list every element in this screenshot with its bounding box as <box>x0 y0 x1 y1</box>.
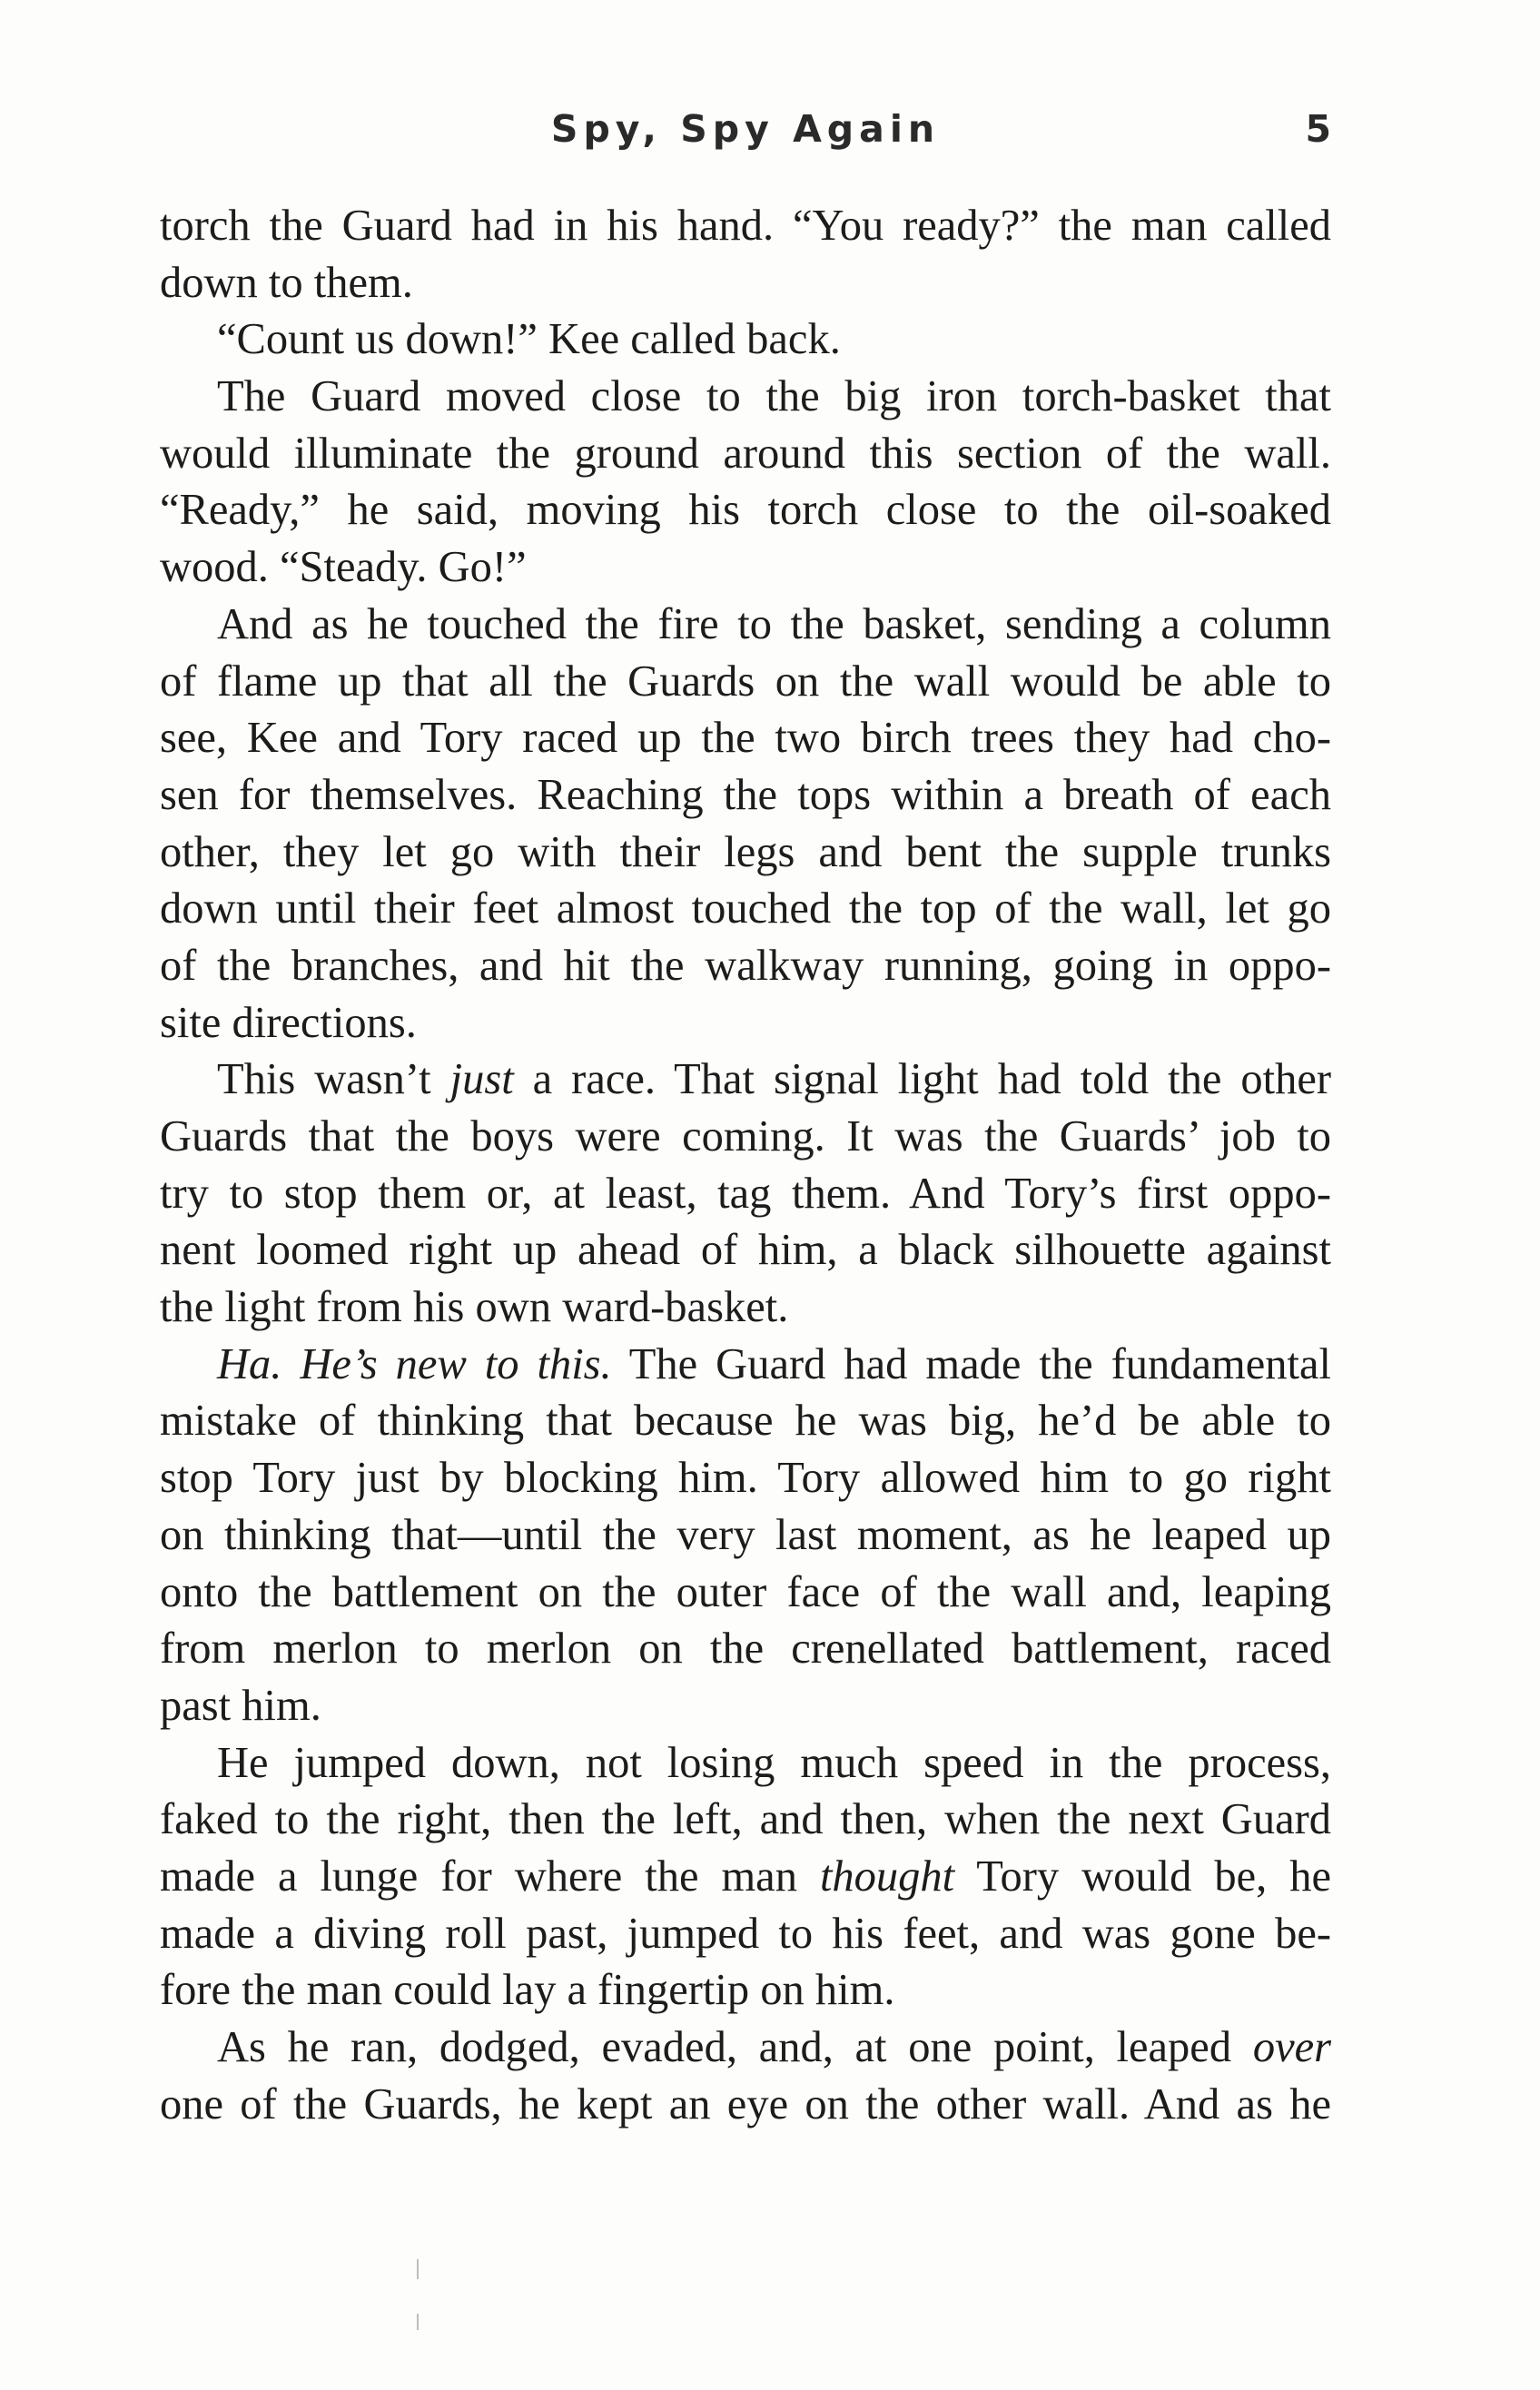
text-run: nent loomed right up ahead of him, a black silhouette against <box>160 1226 1331 1275</box>
text-run: down until their feet almost touched the top of the wall, let go <box>160 884 1331 933</box>
scan-mark <box>417 2314 419 2330</box>
italic-text: Ha. He’s new to this. <box>217 1339 612 1388</box>
text-run: The Guard had made the fundamental <box>611 1339 1331 1388</box>
text-line <box>160 1166 1331 1223</box>
text-line <box>160 426 1331 483</box>
text-line <box>160 2020 1331 2077</box>
text-run: This wasn’t <box>217 1055 450 1104</box>
text-run: As he ran, dodged, evaded, and, at one point, leaped <box>217 2023 1253 2071</box>
text-line <box>160 995 1331 1052</box>
text-run: He jumped down, not losing much speed in the process, <box>217 1738 1331 1787</box>
text-line <box>160 1279 1331 1337</box>
text-run: Tory would be, he <box>954 1852 1331 1901</box>
text-run: onto the battlement on the outer face of the wall and, leaping <box>160 1567 1331 1616</box>
text-run: a race. That signal light had told the other <box>513 1055 1331 1104</box>
text-line <box>160 597 1331 654</box>
text-run: down to them. <box>160 258 413 307</box>
italic-text: over <box>1252 2023 1331 2071</box>
text-run: on thinking that—until the very last moment, as he leaped up <box>160 1510 1331 1559</box>
text-line <box>160 1906 1331 1963</box>
text-run: fore the man could lay a fingertip on him. <box>160 1966 895 2015</box>
text-run: of flame up that all the Guards on the wall would be able to <box>160 657 1331 706</box>
text-line <box>160 1678 1331 1735</box>
text-run: the light from his own ward-basket. <box>160 1283 789 1332</box>
text-line <box>160 1393 1331 1450</box>
text-line <box>160 1222 1331 1279</box>
text-line <box>160 1052 1331 1109</box>
text-run: Guards that the boys were coming. It was the Guards’ job to <box>160 1112 1331 1160</box>
body-text <box>160 198 1331 2133</box>
text-line <box>160 255 1331 312</box>
text-line <box>160 767 1331 825</box>
text-line <box>160 311 1331 369</box>
text-line <box>160 654 1331 711</box>
text-line <box>160 1565 1331 1622</box>
text-run: other, they let go with their legs and bent the supple trunks <box>160 827 1331 876</box>
text-run: faked to the right, then the left, and then, when the next Guard <box>160 1795 1331 1844</box>
text-line <box>160 198 1331 255</box>
text-run: torch the Guard had in his hand. “You ready?” the man called <box>160 202 1331 250</box>
text-run: The Guard moved close to the big iron torch-basket that <box>217 372 1331 421</box>
text-line <box>160 1109 1331 1166</box>
text-line <box>160 482 1331 539</box>
running-title: Spy, Spy Again <box>550 107 941 151</box>
text-line <box>160 881 1331 938</box>
text-run: of the branches, and hit the walkway running, going in oppo- <box>160 941 1331 990</box>
text-run: see, Kee and Tory raced up the two birch trees they had cho- <box>160 714 1331 763</box>
text-line <box>160 1337 1331 1394</box>
text-run: from merlon to merlon on the crenellated battlement, raced <box>160 1625 1331 1674</box>
running-header <box>160 107 1331 162</box>
text-run: And as he touched the fire to the basket, sending a column <box>217 599 1331 648</box>
text-line <box>160 710 1331 767</box>
text-run: “Count us down!” Kee called back. <box>217 315 841 364</box>
italic-text: thought <box>819 1852 955 1901</box>
text-run: past him. <box>160 1681 321 1730</box>
text-run: wood. “Steady. Go!” <box>160 543 527 592</box>
text-line <box>160 825 1331 882</box>
text-line <box>160 539 1331 597</box>
text-line <box>160 938 1331 995</box>
text-run: try to stop them or, at least, tag them. And Tory’s first oppo- <box>160 1169 1331 1218</box>
text-line <box>160 1507 1331 1565</box>
text-line <box>160 1450 1331 1507</box>
text-run: one of the Guards, he kept an eye on the other wall. And as he <box>160 2079 1331 2128</box>
text-line <box>160 2077 1331 2134</box>
text-line <box>160 1849 1331 1906</box>
text-run: made a diving roll past, jumped to his feet, and was gone be- <box>160 1909 1331 1958</box>
text-run: sen for themselves. Reaching the tops within a breath of each <box>160 770 1331 819</box>
text-line <box>160 1962 1331 2020</box>
text-line <box>160 1735 1331 1792</box>
text-run: made a lunge for where the man <box>160 1852 820 1901</box>
text-run: would illuminate the ground around this section of the wall. <box>160 429 1331 478</box>
text-line <box>160 369 1331 426</box>
text-run: mistake of thinking that because he was big, he’d be able to <box>160 1397 1331 1446</box>
text-run: stop Tory just by blocking him. Tory allowed him to go right <box>160 1454 1331 1503</box>
text-line <box>160 1792 1331 1849</box>
text-run: site directions. <box>160 998 417 1047</box>
page-number: 5 <box>1305 107 1331 151</box>
text-run: “Ready,” he said, moving his torch close to the oil-soaked <box>160 486 1331 535</box>
text-line <box>160 1621 1331 1678</box>
italic-text: just <box>449 1055 514 1104</box>
scan-mark <box>417 2259 419 2279</box>
